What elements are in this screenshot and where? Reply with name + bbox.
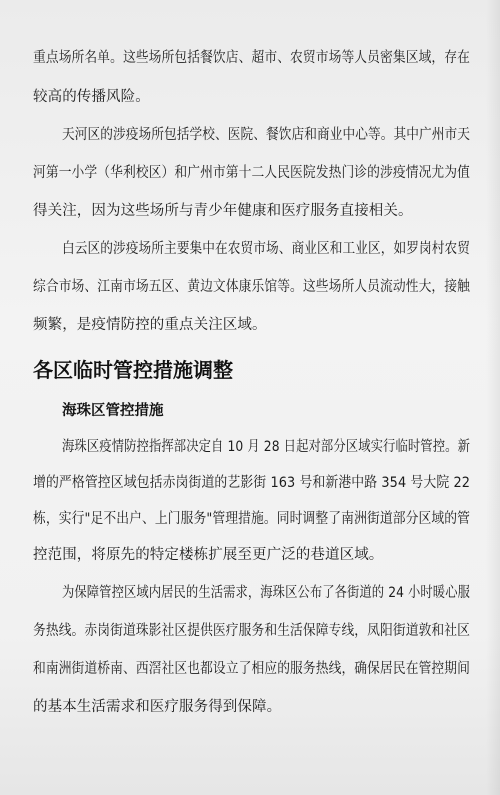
paragraph-line: 重点场所名单。这些场所包括餐饮店、超市、农贸市场等人员密集区域，存在 [33, 50, 470, 66]
paragraph-line: 为保障管控区域内居民的生活需求，海珠区公布了各街道的 24 小时暖心服 [62, 585, 470, 601]
paragraph-line: 控范围，将原先的特定楼栋扩展至更广泛的巷道区域。 [33, 547, 384, 563]
paragraph-line: 栋，实行"足不出户、上门服务"管理措施。同时调整了南洲街道部分区域的管 [33, 511, 470, 527]
paragraph-line: 增的严格管控区域包括赤岗街道的艺影街 163 号和新港中路 354 号大院 22 [33, 475, 471, 491]
paragraph-line: 频繁，是疫情防控的重点关注区域。 [33, 317, 267, 333]
paragraph-line: 白云区的涉疫场所主要集中在农贸市场、商业区和工业区，如罗岗村农贸 [62, 241, 471, 257]
paragraph-line: 得关注，因为这些场所与青少年健康和医疗服务直接相关。 [33, 203, 413, 219]
paragraph-line: 务热线。赤岗街道珠影社区提供医疗服务和生活保障专线，凤阳街道敦和社区 [33, 623, 470, 639]
page-edge-shadow [486, 0, 500, 795]
section-heading: 各区临时管控措施调整 [33, 358, 233, 382]
subsection-heading: 海珠区管控措施 [62, 403, 164, 419]
paragraph-line: 河第一小学（华利校区）和广州市第十二人民医院发热门诊的涉疫情况尤为值 [33, 165, 470, 181]
paragraph-line: 较高的传播风险。 [33, 89, 150, 105]
paragraph-line: 和南洲街道桥南、西滘社区也都设立了相应的服务热线，确保居民在管控期间 [33, 661, 470, 677]
paragraph-line: 的基本生活需求和医疗服务得到保障。 [33, 699, 282, 715]
paragraph-line: 综合市场、江南市场五区、黄边文体康乐馆等。这些场所人员流动性大，接触 [33, 279, 470, 295]
paragraph-line: 海珠区疫情防控指挥部决定自 10 月 28 日起对部分区域实行临时管控。新 [62, 439, 470, 455]
paragraph-line: 天河区的涉疫场所包括学校、医院、餐饮店和商业中心等。其中广州市天 [62, 127, 471, 143]
